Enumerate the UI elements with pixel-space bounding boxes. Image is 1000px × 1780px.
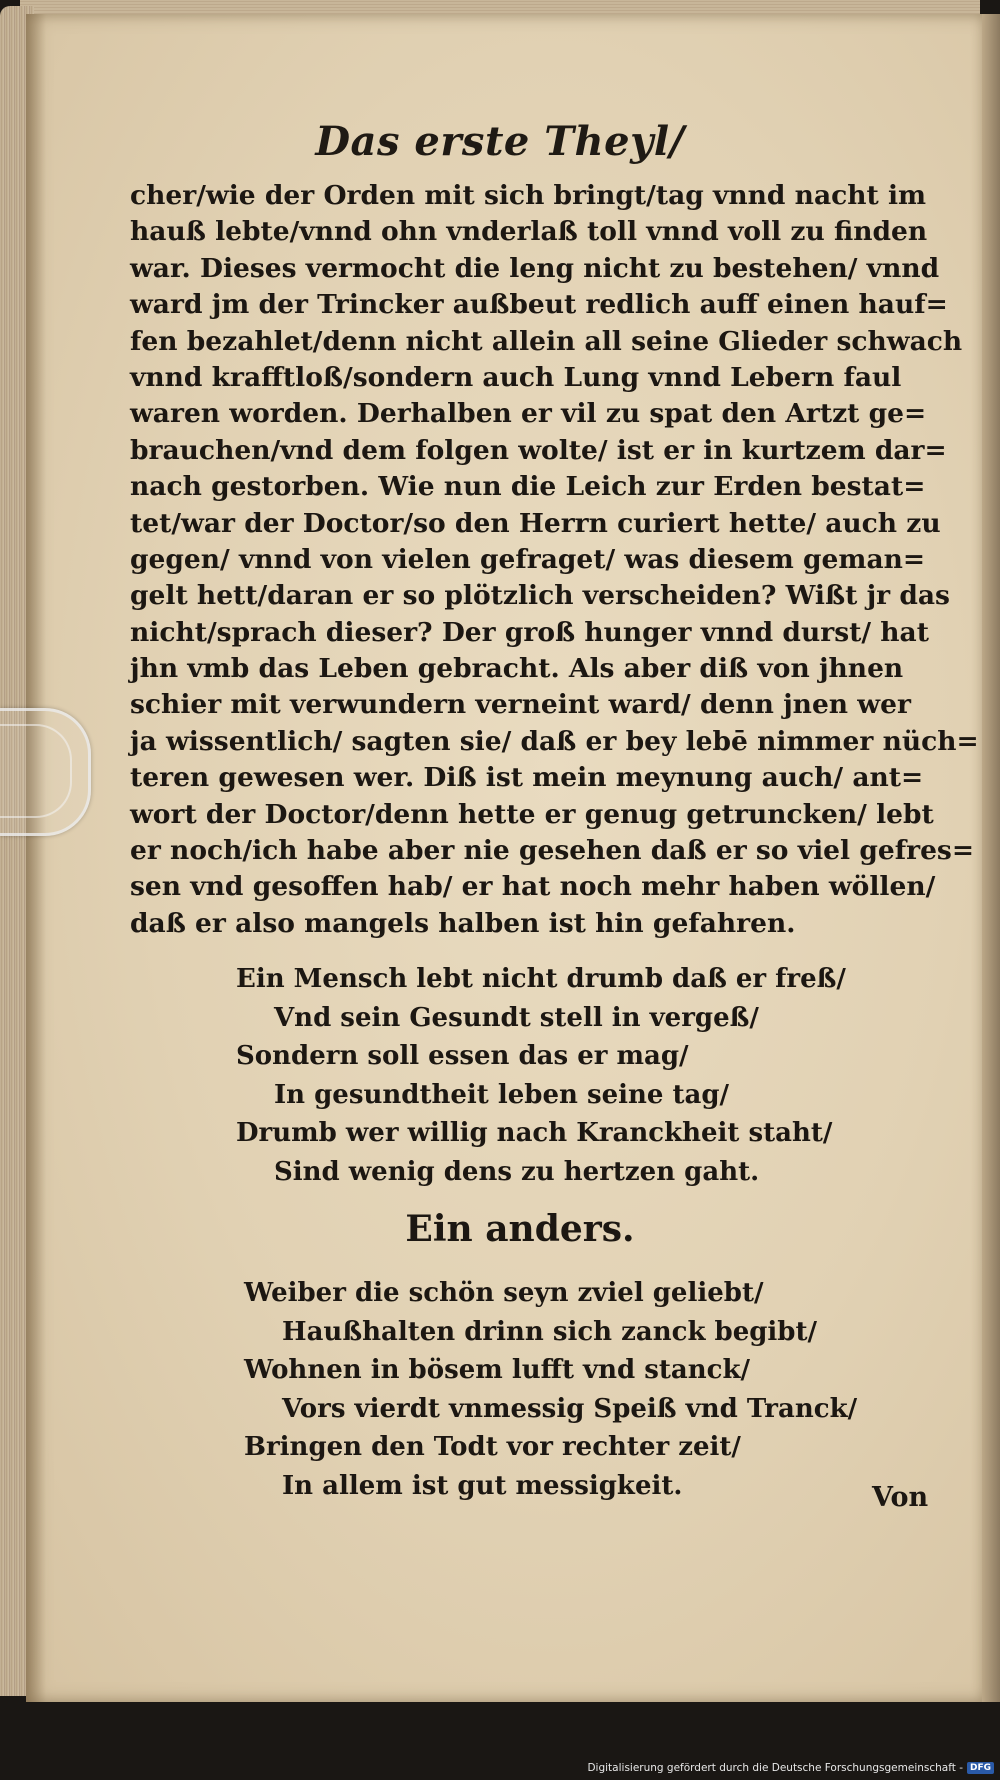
prose-line: waren worden. Derhalben er vil zu spat den Artzt ge= (130, 398, 927, 430)
running-header: Das erste Theyl/ (315, 118, 685, 165)
prose-line: cher/wie der Orden mit sich bringt/tag vnnd nacht im (130, 180, 927, 211)
prose-line: gegen/ vnnd von vielen gefraget/ was diesem geman= (130, 543, 926, 575)
prose-line: sen vnd gesoffen hab/ er hat noch mehr haben wöllen/ (130, 871, 936, 903)
verse-line: Sondern soll essen das er mag/ (236, 1041, 689, 1071)
verse-line: Weiber die schön seyn zviel geliebt/ (244, 1278, 764, 1308)
verse-line: In allem ist gut messigkeit. (282, 1470, 683, 1501)
plastic-clip-inner (0, 724, 72, 818)
prose-line: fen bezahlet/denn nicht allein all seine Glieder schwach (130, 325, 963, 357)
dfg-logo-badge: DFG (967, 1762, 994, 1774)
prose-line: schier mit verwundern verneint ward/ denn jnen wer (130, 689, 911, 721)
prose-line: brauchen/vnd dem folgen wolte/ ist er in kurtzem dar= (130, 434, 947, 466)
prose-line: wort der Doctor/denn hette er genug getruncken/ lebt (130, 798, 934, 830)
prose-line: teren gewesen wer. Diß ist mein meynung auch/ ant= (130, 762, 924, 794)
prose-line: jhn vmb das Leben gebracht. Als aber diß von jhnen (130, 653, 904, 685)
prose-line: hauß lebte/vnnd ohn vnderlaß toll vnnd voll zu finden (130, 216, 928, 248)
prose-line: vnnd krafftloß/sondern auch Lung vnnd Lebern faul (130, 361, 902, 393)
prose-block (130, 178, 979, 942)
verse-line: Drumb wer willig nach Kranckheit staht/ (236, 1118, 833, 1148)
prose-line: daß er also mangels halben ist hin gefahren. (130, 907, 796, 939)
verse-block-1 (236, 960, 846, 1191)
section-subheading: Ein anders. (405, 1208, 635, 1250)
verse-block-2 (244, 1274, 857, 1505)
prose-line: tet/war der Doctor/so den Herrn curiert hette/ auch zu (130, 507, 941, 539)
verse-line: Vors vierdt vnmessig Speiß vnd Tranck/ (282, 1393, 858, 1424)
prose-line: gelt hett/daran er so plötzlich verscheiden? Wißt jr das (130, 580, 950, 612)
digitization-credit (587, 1762, 994, 1774)
catchword: Von (872, 1482, 929, 1513)
verse-line: Sind wenig dens zu hertzen gaht. (274, 1156, 760, 1187)
verse-line: Vnd sein Gesundt stell in vergeß/ (274, 1002, 759, 1033)
verse-line: In gesundtheit leben seine tag/ (274, 1079, 730, 1110)
prose-line: war. Dieses vermocht die leng nicht zu bestehen/ vnnd (130, 252, 940, 284)
verse-line: Ein Mensch lebt nicht drumb daß er freß/ (236, 964, 846, 994)
verse-line: Haußhalten drinn sich zanck begibt/ (282, 1316, 817, 1347)
page-right-edge (982, 14, 1000, 1702)
verse-line: Bringen den Todt vor rechter zeit/ (244, 1432, 741, 1462)
prose-line: ja wissentlich/ sagten sie/ daß er bey lebē nimmer nüch= (130, 725, 979, 757)
prose-line: er noch/ich habe aber nie gesehen daß er so viel gefres= (130, 835, 975, 867)
verse-line: Wohnen in bösem lufft vnd stanck/ (244, 1355, 750, 1385)
prose-line: ward jm der Trincker außbeut redlich auff einen hauf= (130, 289, 948, 321)
prose-line: nicht/sprach dieser? Der groß hunger vnnd durst/ hat (130, 616, 929, 648)
page-gutter-shadow (26, 14, 46, 1702)
credit-text: Digitalisierung gefördert durch die Deutsche Forschungsgemeinschaft - (587, 1762, 963, 1774)
prose-line: nach gestorben. Wie nun die Leich zur Erden bestat= (130, 471, 926, 503)
